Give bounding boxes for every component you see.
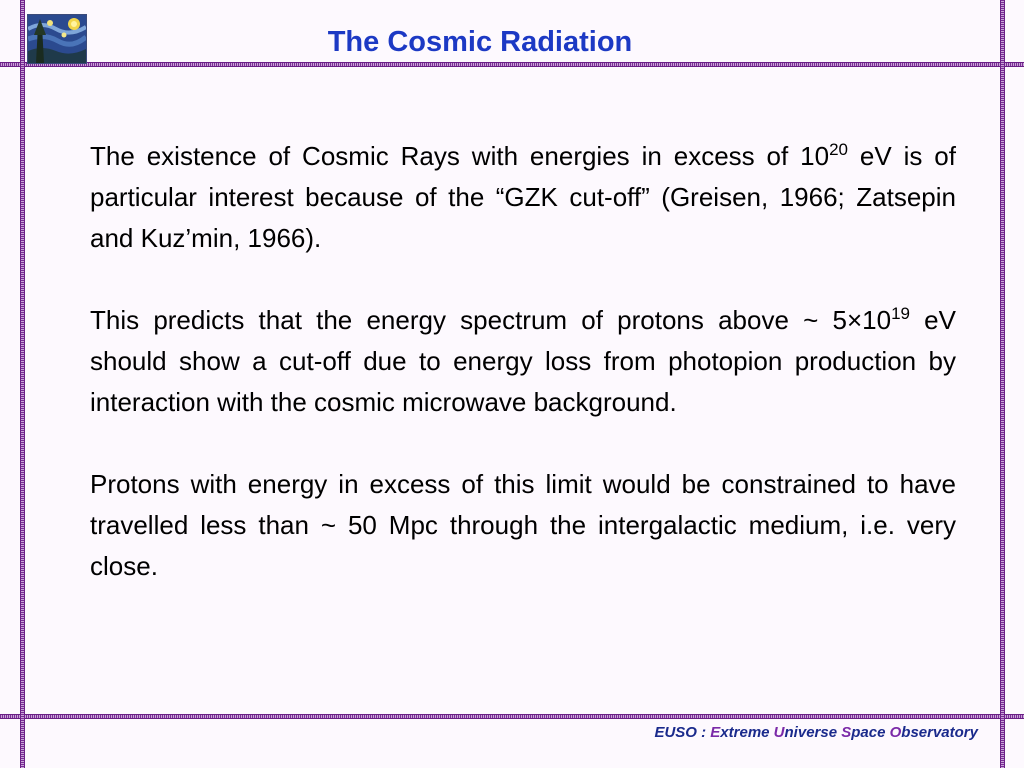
footer-prefix: EUSO : bbox=[654, 724, 711, 741]
footer-word-niverse: niverse bbox=[784, 724, 842, 741]
footer-initial-o: O bbox=[889, 724, 902, 741]
slide-title: The Cosmic Radiation bbox=[327, 26, 633, 58]
footer-word-pace: pace bbox=[851, 724, 890, 741]
footer-word-xtreme: xtreme bbox=[720, 724, 774, 741]
footer-caption bbox=[654, 724, 978, 741]
paragraph-protons: Protons with energy in excess of this limit would be constrained to have travelled less than ~ 50 Mpc through the intergalactic medium, i.e. very close. bbox=[90, 469, 956, 581]
footer-initial-u: U bbox=[773, 724, 785, 741]
paragraph-spectrum-text-1: This predicts that the energy spectrum of protons above ~ 5×10 bbox=[90, 305, 892, 335]
left-frame-line bbox=[20, 0, 25, 768]
exponent-20: 20 bbox=[829, 140, 848, 159]
paragraph-spectrum bbox=[90, 300, 956, 423]
footer-initial-e: E bbox=[710, 724, 721, 741]
slide-body bbox=[90, 136, 956, 628]
exponent-19: 19 bbox=[891, 304, 910, 323]
paragraph-gzk-text-2: eV is of particular interest because of the “GZK cut-off” (Greisen, 1966; Zatsepin and Kuz’min, 1966). bbox=[90, 141, 956, 253]
footer-word-bservatory: bservatory bbox=[901, 724, 978, 741]
footer-initial-s: S bbox=[841, 724, 852, 741]
top-frame-line bbox=[0, 62, 1024, 67]
paragraph-spectrum-text-2: eV should show a cut-off due to energy loss from photopion production by interaction with the cosmic microwave background. bbox=[90, 305, 956, 417]
bottom-frame-line bbox=[0, 714, 1024, 719]
right-frame-line bbox=[1000, 0, 1005, 768]
paragraph-gzk bbox=[90, 136, 956, 259]
paragraph-gzk-text-1: The existence of Cosmic Rays with energies in excess of 10 bbox=[90, 141, 830, 171]
